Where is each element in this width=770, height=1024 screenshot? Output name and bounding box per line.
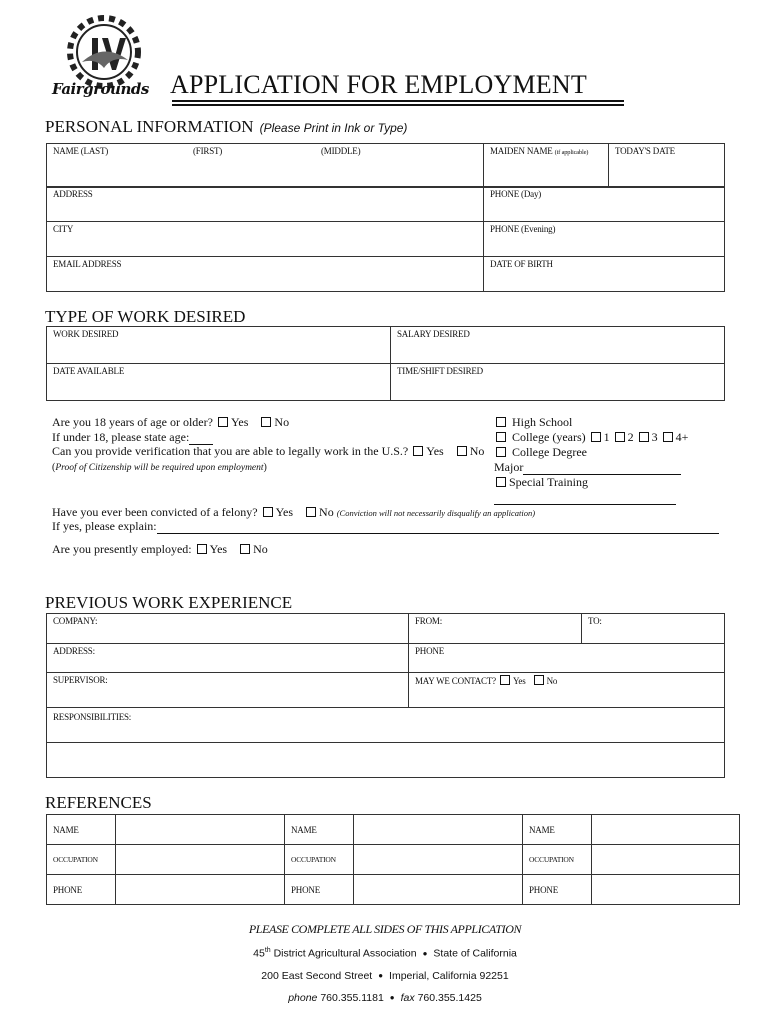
ref3-phone-field[interactable] xyxy=(592,875,740,905)
name-field[interactable] xyxy=(47,144,484,188)
supervisor-label: SUPERVISOR: xyxy=(53,675,108,685)
name-last-label: NAME (LAST) xyxy=(53,146,109,156)
personal-info-title: PERSONAL INFORMATION xyxy=(45,117,254,136)
phone-label: phone xyxy=(288,992,318,1004)
employed-yes-checkbox[interactable] xyxy=(197,544,207,554)
responsibilities-line-2[interactable] xyxy=(47,743,725,778)
address-line xyxy=(0,970,770,982)
high-school-option xyxy=(494,415,688,430)
ref1-phone-label: PHONE xyxy=(47,875,116,905)
ref3-name-label: NAME xyxy=(523,815,592,845)
major-label: Major xyxy=(494,460,524,474)
city-label: CITY xyxy=(53,224,74,234)
name-first-label: (FIRST) xyxy=(193,146,223,156)
age-no-label: No xyxy=(274,415,290,429)
special-training-checkbox[interactable] xyxy=(496,477,506,487)
title-underline xyxy=(172,100,624,102)
bullet-icon: ● xyxy=(378,971,384,980)
ref2-occupation-label: OCCUPATION xyxy=(285,845,354,875)
association-name: District Agricultural Association xyxy=(273,947,417,960)
salary-desired-label: SALARY DESIRED xyxy=(397,329,470,339)
work-desired-field[interactable] xyxy=(47,327,391,364)
city-address: Imperial, California 92251 xyxy=(389,970,509,982)
contact-yes-label: Yes xyxy=(513,676,526,686)
may-contact-label: MAY WE CONTACT? xyxy=(415,676,496,686)
from-label: FROM: xyxy=(415,616,443,626)
supervisor-field[interactable] xyxy=(47,673,409,708)
special-training-field xyxy=(494,490,688,502)
special-training-line[interactable] xyxy=(494,494,676,505)
special-training-option xyxy=(494,475,688,490)
complete-all-sides-notice: PLEASE COMPLETE ALL SIDES OF THIS APPLICATION xyxy=(248,922,522,936)
employed-question xyxy=(52,542,268,557)
company-address-field[interactable] xyxy=(47,644,409,673)
fax-label: fax xyxy=(400,992,415,1004)
employed-text: Are you presently employed: xyxy=(52,542,192,556)
ref2-occupation-field[interactable] xyxy=(354,845,523,875)
contact-no-label: No xyxy=(546,676,558,686)
age-no-checkbox[interactable] xyxy=(261,417,271,427)
company-phone-label: PHONE xyxy=(415,646,445,656)
company-label: COMPANY: xyxy=(53,616,98,626)
ref3-occupation-label: OCCUPATION xyxy=(523,845,592,875)
responsibilities-label: RESPONSIBILITIES: xyxy=(53,712,132,722)
work-desired-table xyxy=(46,326,725,401)
verify-yes-label: Yes xyxy=(426,444,444,458)
bullet-icon: ● xyxy=(422,948,428,958)
ref2-name-field[interactable] xyxy=(354,815,523,845)
employed-no-label: No xyxy=(253,542,268,556)
fairgrounds-logo xyxy=(52,12,156,104)
title-underline-thick xyxy=(172,104,624,106)
date-available-field[interactable] xyxy=(47,364,391,401)
references-table xyxy=(46,814,740,905)
state-name: State of California xyxy=(433,947,517,960)
under18-text: If under 18, please state age: xyxy=(52,430,190,444)
shift-desired-label: TIME/SHIFT DESIRED xyxy=(397,366,483,376)
association-number: 45 xyxy=(253,947,265,960)
explain-line[interactable] xyxy=(157,533,719,534)
company-address-label: ADDRESS: xyxy=(53,646,95,656)
ref1-occupation-label: OCCUPATION xyxy=(47,845,116,875)
city-field[interactable] xyxy=(47,222,484,257)
felony-note: (Conviction will not necessarily disqualify an application) xyxy=(336,508,536,518)
from-field[interactable] xyxy=(409,614,582,644)
references-heading: REFERENCES xyxy=(45,793,152,812)
year-2-label: 2 xyxy=(627,430,634,444)
phone-number: 760.355.1181 xyxy=(320,992,384,1004)
ref1-occupation-field[interactable] xyxy=(116,845,285,875)
contact-line xyxy=(0,992,770,1004)
fax-number: 760.355.1425 xyxy=(417,992,482,1004)
explain-question xyxy=(52,519,719,534)
college-degree-option xyxy=(494,445,688,460)
verify-no-label: No xyxy=(469,444,485,458)
address-field[interactable] xyxy=(47,187,484,222)
college-degree-checkbox[interactable] xyxy=(496,447,506,457)
bullet-icon: ● xyxy=(389,993,395,1002)
citizenship-note-text: Proof of Citizenship will be required upon employment xyxy=(55,463,264,473)
ref2-name-label: NAME xyxy=(285,815,354,845)
address-label: ADDRESS xyxy=(53,189,93,199)
personal-info-table xyxy=(46,143,725,188)
felony-text: Have you ever been convicted of a felony? xyxy=(52,505,258,519)
year-4-label: 4+ xyxy=(675,430,689,444)
personal-info-note: (Please Print in Ink or Type) xyxy=(259,121,408,135)
work-desired-label: WORK DESIRED xyxy=(53,329,119,339)
year-3-checkbox[interactable] xyxy=(639,432,649,442)
personal-info-table-2 xyxy=(46,186,725,292)
ref3-occupation-field[interactable] xyxy=(592,845,740,875)
ref1-name-field[interactable] xyxy=(116,815,285,845)
salary-desired-field[interactable] xyxy=(391,327,725,364)
maiden-name-field[interactable] xyxy=(484,144,609,188)
company-phone-field[interactable] xyxy=(409,644,725,673)
college-degree-label: College Degree xyxy=(512,445,587,459)
ref1-phone-field[interactable] xyxy=(116,875,285,905)
phone-day-label: PHONE (Day) xyxy=(490,189,542,199)
company-field[interactable] xyxy=(47,614,409,644)
age-question xyxy=(52,415,289,430)
name-middle-label: (MIDDLE) xyxy=(321,146,361,156)
employed-no-checkbox[interactable] xyxy=(240,544,250,554)
age-question-text: Are you 18 years of age or older? xyxy=(52,415,213,429)
ref1-name-label: NAME xyxy=(47,815,116,845)
age-yes-label: Yes xyxy=(230,415,249,429)
major-field xyxy=(494,460,688,475)
contact-yes-checkbox[interactable] xyxy=(500,675,510,685)
verify-yes-checkbox[interactable] xyxy=(413,446,423,456)
maiden-name-label: MAIDEN NAME xyxy=(490,146,553,156)
employed-yes-label: Yes xyxy=(209,542,228,556)
citizenship-note: (Proof of Citizenship will be required upon employment) xyxy=(52,462,267,473)
year-2-checkbox[interactable] xyxy=(615,432,625,442)
year-3-label: 3 xyxy=(651,430,658,444)
explain-text: If yes, please explain: xyxy=(52,519,157,533)
dob-label: DATE OF BIRTH xyxy=(490,259,553,269)
verify-no-checkbox[interactable] xyxy=(457,446,467,456)
ref2-phone-field[interactable] xyxy=(354,875,523,905)
date-available-label: DATE AVAILABLE xyxy=(53,366,125,376)
education-block xyxy=(494,415,688,502)
age-yes-checkbox[interactable] xyxy=(218,417,228,427)
experience-table xyxy=(46,613,725,778)
email-label: EMAIL ADDRESS xyxy=(53,259,122,269)
work-desired-heading: TYPE OF WORK DESIRED xyxy=(45,307,246,326)
phone-evening-label: PHONE (Evening) xyxy=(490,224,556,234)
experience-heading: PREVIOUS WORK EXPERIENCE xyxy=(45,593,293,612)
responsibilities-field[interactable] xyxy=(47,708,725,743)
may-contact-field xyxy=(409,673,725,708)
page-title: APPLICATION FOR EMPLOYMENT xyxy=(170,70,587,99)
association-line xyxy=(0,947,770,960)
under18-question xyxy=(52,430,213,445)
todays-date-label: TODAY'S DATE xyxy=(615,146,675,156)
year-4-checkbox[interactable] xyxy=(663,432,673,442)
felony-no-label: No xyxy=(319,505,334,519)
felony-yes-label: Yes xyxy=(275,505,294,519)
phone-day-field[interactable] xyxy=(484,187,725,222)
email-field[interactable] xyxy=(47,257,484,292)
contact-no-checkbox[interactable] xyxy=(534,675,544,685)
ref3-phone-label: PHONE xyxy=(523,875,592,905)
to-label: TO: xyxy=(588,616,602,626)
phone-evening-field[interactable] xyxy=(484,222,725,257)
ref3-name-field[interactable] xyxy=(592,815,740,845)
to-field[interactable] xyxy=(582,614,725,644)
street-address: 200 East Second Street xyxy=(261,970,373,982)
college-years-label: College (years) xyxy=(512,430,586,444)
verify-question xyxy=(52,444,484,459)
verify-text: Can you provide verification that you are able to legally work in the U.S.? xyxy=(52,444,409,458)
college-years-option xyxy=(494,430,688,445)
ref2-phone-label: PHONE xyxy=(285,875,354,905)
high-school-checkbox[interactable] xyxy=(496,417,506,427)
maiden-name-note: (if applicable) xyxy=(554,149,589,156)
year-1-label: 1 xyxy=(603,430,610,444)
special-training-label: Special Training xyxy=(509,475,589,489)
shift-desired-field[interactable] xyxy=(391,364,725,401)
felony-no-checkbox[interactable] xyxy=(306,507,316,517)
todays-date-field[interactable] xyxy=(609,144,725,188)
dob-field[interactable] xyxy=(484,257,725,292)
year-1-checkbox[interactable] xyxy=(591,432,601,442)
high-school-label: High School xyxy=(512,415,573,429)
logo-script-text: Fairgrounds xyxy=(52,80,149,98)
personal-info-heading xyxy=(45,117,407,137)
felony-yes-checkbox[interactable] xyxy=(263,507,273,517)
college-years-checkbox[interactable] xyxy=(496,432,506,442)
association-suffix: th xyxy=(264,947,271,954)
